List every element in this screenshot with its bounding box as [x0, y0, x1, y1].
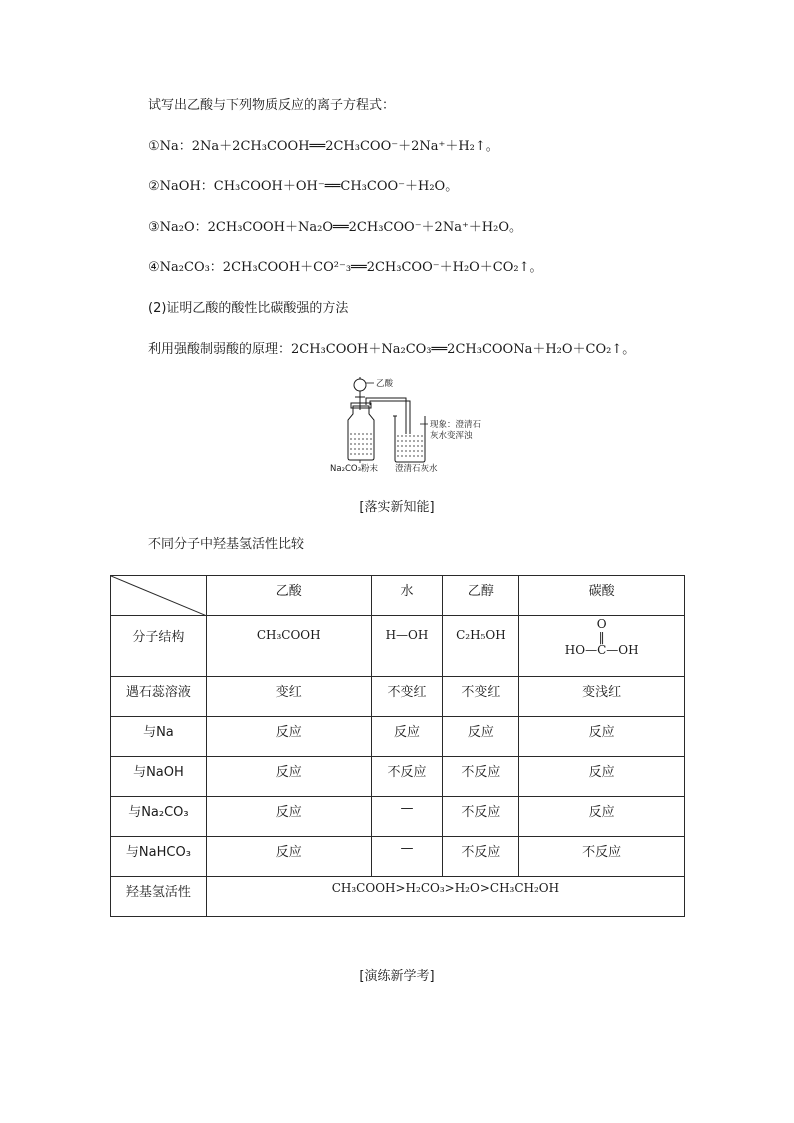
table-cell: C₂H₅OH — [443, 616, 519, 677]
table-header-row — [111, 576, 685, 616]
table-cell: 不变红 — [371, 677, 443, 717]
row-label: 与Na — [111, 717, 207, 757]
table-row — [111, 797, 685, 837]
row-label: 与Na₂CO₃ — [111, 797, 207, 837]
heading-new-knowledge: [落实新知能] — [359, 500, 435, 515]
label-phenomenon-2: 灰水变浑浊 — [430, 431, 473, 441]
table-cell: 变红 — [206, 677, 371, 717]
table-cell: 反应 — [206, 797, 371, 837]
table-cell: 反应 — [206, 717, 371, 757]
diagonal-header-cell — [111, 576, 207, 616]
equation-naoh: ②NaOH：CH₃COOH＋OH⁻══CH₃COO⁻＋H₂O。 — [148, 179, 459, 194]
table-cell: 不反应 — [443, 757, 519, 797]
equation-na2o: ③Na₂O：2CH₃COOH＋Na₂O══2CH₃COO⁻＋2Na⁺＋H₂O。 — [148, 220, 523, 235]
table-row — [111, 677, 685, 717]
equation-na2co3: ④Na₂CO₃：2CH₃COOH＋CO²⁻₃══2CH₃COO⁻＋H₂O＋CO₂↑。 — [148, 260, 543, 275]
table-cell: 反应 — [206, 837, 371, 877]
activity-order-cell: CH₃COOH>H₂CO₃>H₂O>CH₃CH₂OH — [206, 877, 684, 917]
label-phenomenon-1: 现象：澄清石 — [430, 420, 482, 430]
table-cell: 不反应 — [519, 837, 685, 877]
table-cell: 反应 — [443, 717, 519, 757]
principle-equation: 利用强酸制弱酸的原理：2CH₃COOH＋Na₂CO₃══2CH₃COONa＋H₂O＋CO₂↑。 — [148, 342, 636, 357]
table-cell: 不变红 — [443, 677, 519, 717]
table-row — [111, 616, 685, 677]
row-label: 遇石蕊溶液 — [111, 677, 207, 717]
table-cell: CH₃COOH — [206, 616, 371, 677]
table-row — [111, 877, 685, 917]
table-row — [111, 757, 685, 797]
table-cell: H—OH — [371, 616, 443, 677]
label-acetic-acid: 乙酸 — [376, 379, 394, 389]
table-cell: 不反应 — [443, 797, 519, 837]
table-cell: 反应 — [519, 717, 685, 757]
row-label: 分子结构 — [111, 616, 207, 677]
column-header: 碳酸 — [519, 576, 685, 616]
apparatus-figure — [320, 372, 500, 477]
column-header: 乙酸 — [206, 576, 371, 616]
label-na2co3-powder: Na₂CO₃粉末 — [330, 464, 379, 474]
row-label: 与NaOH — [111, 757, 207, 797]
table-cell: 反应 — [519, 757, 685, 797]
column-header: 水 — [371, 576, 443, 616]
table-row — [111, 837, 685, 877]
table-cell: — — [371, 837, 443, 877]
label-limewater: 澄清石灰水 — [395, 464, 438, 474]
row-label: 与NaHCO₃ — [111, 837, 207, 877]
comparison-table — [110, 575, 685, 917]
section-2-title: (2)证明乙酸的酸性比碳酸强的方法 — [148, 301, 349, 316]
table-cell: 反应 — [371, 717, 443, 757]
table-title: 不同分子中羟基氢活性比较 — [148, 537, 305, 552]
table-row — [111, 717, 685, 757]
row-label: 羟基氢活性 — [111, 877, 207, 917]
equation-na: ①Na：2Na＋2CH₃COOH══2CH₃COO⁻＋2Na⁺＋H₂↑。 — [148, 139, 499, 154]
table-cell: 不反应 — [443, 837, 519, 877]
intro-text: 试写出乙酸与下列物质反应的离子方程式： — [148, 98, 396, 113]
table-cell: 变浅红 — [519, 677, 685, 717]
heading-practice: [演练新学考] — [359, 969, 435, 984]
table-cell: — — [371, 797, 443, 837]
column-header: 乙醇 — [443, 576, 519, 616]
carbonic-acid-structure: O ‖ HO—C—OH — [519, 616, 685, 677]
table-cell: 不反应 — [371, 757, 443, 797]
table-cell: 反应 — [206, 757, 371, 797]
table-cell: 反应 — [519, 797, 685, 837]
